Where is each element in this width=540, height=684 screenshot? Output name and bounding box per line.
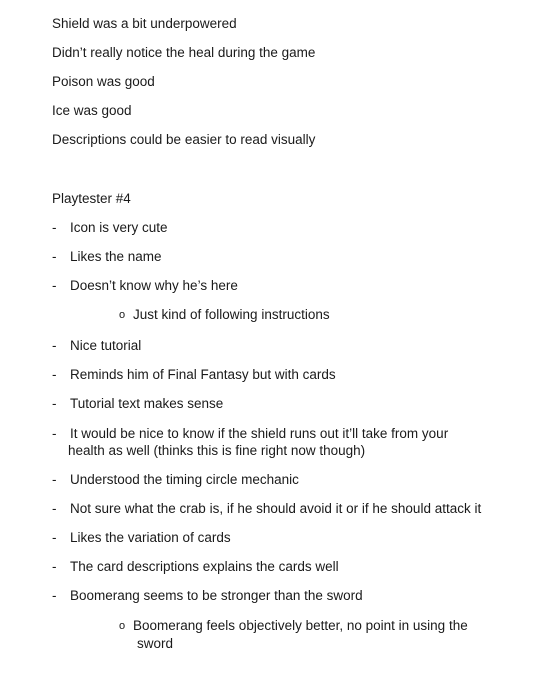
list-item-continuation: health as well (thinks this is fine right now though) [68, 443, 366, 458]
dash-marker: - [52, 530, 57, 545]
dash-marker: - [52, 501, 57, 516]
list-item-text: Likes the name [70, 249, 162, 264]
dash-marker: - [52, 588, 57, 603]
circle-marker: o [119, 309, 126, 321]
section-heading: Playtester #4 [52, 191, 131, 206]
dash-marker: - [52, 220, 57, 235]
dash-marker: - [52, 472, 57, 487]
dash-marker: - [52, 426, 57, 441]
note-line: Poison was good [52, 74, 155, 89]
list-item-text: Understood the timing circle mechanic [70, 472, 299, 487]
list-item-text: Icon is very cute [70, 220, 168, 235]
list-item-text: Doesn’t know why he’s here [70, 278, 238, 293]
dash-marker: - [52, 249, 57, 264]
list-item-text: Reminds him of Final Fantasy but with cards [70, 367, 336, 382]
sub-list-item-text: Boomerang feels objectively better, no point in using the [133, 618, 468, 633]
list-item-text: Likes the variation of cards [70, 530, 231, 545]
list-item-text: The card descriptions explains the cards well [70, 559, 339, 574]
dash-marker: - [52, 559, 57, 574]
note-line: Shield was a bit underpowered [52, 16, 237, 31]
list-item-text: Tutorial text makes sense [70, 396, 224, 411]
note-line: Descriptions could be easier to read visually [52, 132, 316, 147]
note-line: Didn’t really notice the heal during the game [52, 45, 316, 60]
dash-marker: - [52, 338, 57, 353]
sub-list-item-continuation: sword [137, 636, 174, 651]
sub-list-item-text: Just kind of following instructions [133, 307, 330, 322]
list-item-text: It would be nice to know if the shield runs out it’ll take from your [70, 426, 449, 441]
note-line: Ice was good [52, 103, 132, 118]
circle-marker: o [119, 620, 126, 632]
dash-marker: - [52, 278, 57, 293]
list-item-text: Not sure what the crab is, if he should avoid it or if he should attack it [70, 501, 482, 516]
dash-marker: - [52, 396, 57, 411]
list-item-text: Nice tutorial [70, 338, 142, 353]
list-item-text: Boomerang seems to be stronger than the sword [70, 588, 363, 603]
dash-marker: - [52, 367, 57, 382]
